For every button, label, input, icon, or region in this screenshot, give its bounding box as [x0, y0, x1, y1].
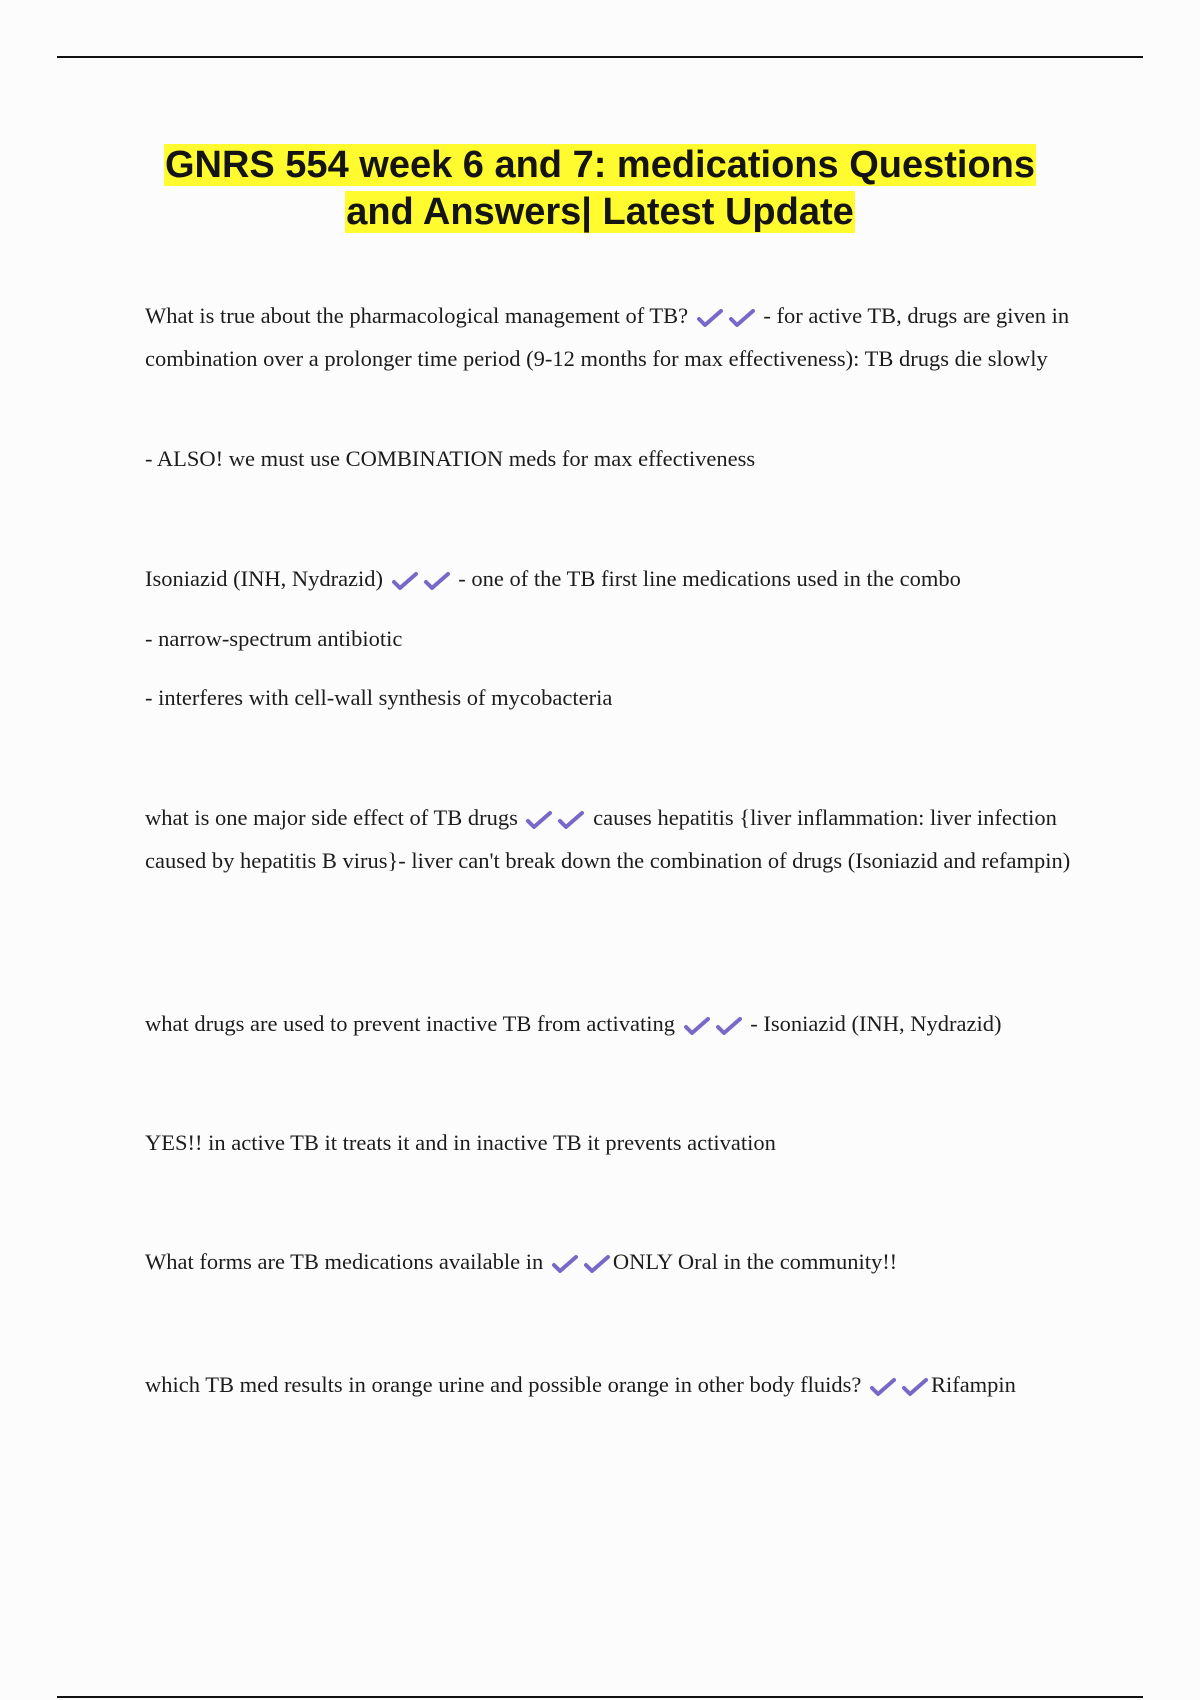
- answer-text: - for active TB, drugs are given in combination over a prolonger time period (9-12 months for max effectiveness): TB drugs die slowly: [145, 303, 1070, 371]
- checkmark-icon: [525, 809, 553, 831]
- document-title: [100, 142, 1100, 236]
- question-text: which TB med results in orange urine and possible orange in other body fluids?: [145, 1372, 862, 1397]
- note-text: - interferes with cell-wall synthesis of mycobacteria: [145, 685, 613, 710]
- top-rule: [57, 56, 1143, 58]
- qa-item: [145, 294, 1085, 380]
- checkmark-icon: [583, 1253, 611, 1275]
- checkmark-icon: [557, 809, 585, 831]
- question-text: What is true about the pharmacological management of TB?: [145, 303, 689, 328]
- qa-item: [145, 557, 1085, 600]
- qa-item: [145, 1002, 1085, 1045]
- answer-text: causes hepatitis {liver inflammation: liver infection caused by hepatitis B virus}- liver can't break down the combination of drugs (Isoniazid and refampin): [145, 805, 1071, 873]
- note-text: - ALSO! we must use COMBINATION meds for max effectiveness: [145, 446, 756, 471]
- checkmark-icon: [901, 1376, 929, 1398]
- checkmark-icon: [423, 570, 451, 592]
- checkmark-icon: [728, 307, 756, 329]
- checkmark-icon: [715, 1015, 743, 1037]
- bottom-rule: [57, 1696, 1143, 1698]
- qa-item: [145, 1363, 1105, 1406]
- note-text: YES!! in active TB it treats it and in inactive TB it prevents activation: [145, 1130, 776, 1155]
- title-line-2: and Answers| Latest Update: [346, 191, 854, 233]
- checkmark-icon: [696, 307, 724, 329]
- answer-text: - Isoniazid (INH, Nydrazid): [750, 1011, 1002, 1036]
- checkmark-icon: [391, 570, 419, 592]
- question-text: what is one major side effect of TB drugs: [145, 805, 518, 830]
- question-text: Isoniazid (INH, Nydrazid): [145, 566, 384, 591]
- title-line-1: GNRS 554 week 6 and 7: medications Questions: [164, 144, 1036, 186]
- note-text: - narrow-spectrum antibiotic: [145, 626, 403, 651]
- checkmark-icon: [869, 1376, 897, 1398]
- answer-text: ONLY Oral in the community!!: [612, 1249, 898, 1274]
- checkmark-icon: [683, 1015, 711, 1037]
- checkmark-icon: [551, 1253, 579, 1275]
- answer-text: Rifampin: [930, 1372, 1016, 1397]
- question-text: What forms are TB medications available in: [145, 1249, 544, 1274]
- answer-text: - one of the TB first line medications used in the combo: [458, 566, 961, 591]
- question-text: what drugs are used to prevent inactive TB from activating: [145, 1011, 676, 1036]
- qa-item: [145, 1240, 1085, 1283]
- qa-item: [145, 796, 1085, 882]
